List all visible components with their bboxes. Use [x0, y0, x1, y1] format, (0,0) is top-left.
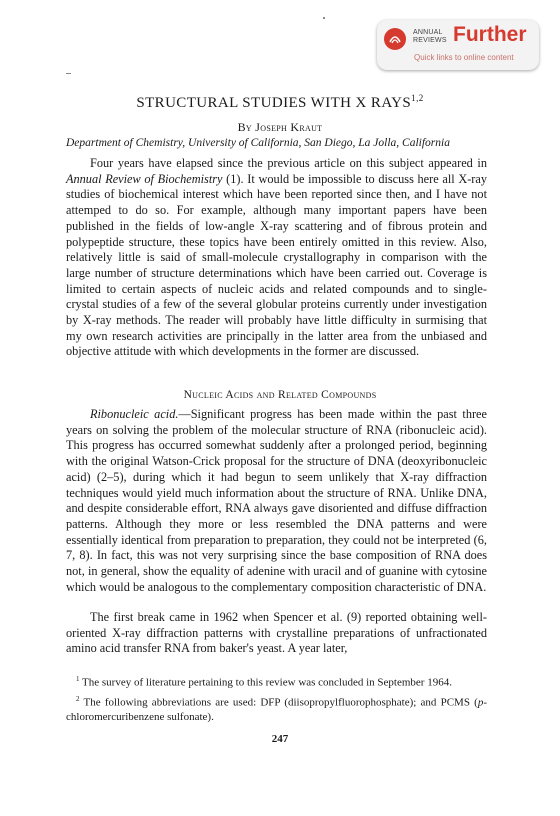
intro-text-part2: (1). It would be impossible to discuss here all X-ray studies of biochemical interest which have been reported since then, and I have not attemped to do so. For example, although many important papers have been published in the fields of low-angle X-ray scattering and of fibrous protein and polypeptide structure, these topics have been entirely omitted in this review. Also, relatively little is said of small-molecule crystallography in comparison with the large number of structure determinations which have been carried out. Coverage is limited to certain aspects of nucleic acids and related compounds and to single-crystal studies of a few of the several globular proteins currently under investigation by X-ray methods. The reader will probably have little difficulty in surmising that my own research activities are principally in the latter area from the unbiased and objective attitude with which developments in the former are discussed.	[66, 171, 487, 359]
intro-paragraph	[66, 156, 487, 360]
footnote-2	[66, 692, 487, 725]
footnote-1	[66, 672, 487, 690]
badge-annual-text: ANNUAL	[413, 29, 443, 36]
first-break-text: The first break came in 1962 when Spencer et al. (9) reported obtaining well-oriented X-ray diffraction patterns with crystalline preparations of unfractionated amino acid transfer RNA from baker's yeast. A year later,	[66, 610, 487, 656]
footnote-1-mark: 1	[76, 675, 80, 683]
affiliation: Department of Chemistry, University of California, San Diego, La Jolla, California	[66, 137, 450, 149]
footnote-2-italic: p	[477, 696, 484, 709]
footnotes	[66, 672, 487, 727]
rna-paragraph-text: —Significant progress has been made within the past three years on solving the problem of the molecular structure of RNA (ribonucleic acid). This progress has occurred somewhat suddenly after a prolonged period, beginning with the original Watson-Crick proposal for the structure of DNA (deoxyribonucleic acid) (2–5), during which it had begun to seem unlikely that X-ray diffraction techniques would yield much information about the structure of RNA. Unlike DNA, and despite considerable effort, RNA always gave disoriented and diffuse diffraction patterns. Although they more or less resembled the DNA patterns and were essentially identical from preparation to preparation, they could not be interpreted (6, 7, 8). In fact, this was not very surprising since the base composition of RNA does not, in general, show the equality of adenine with uracil and of guanine with cytosine which would be analogous to the complementary composition characteristic of DNA.	[66, 407, 487, 594]
annual-reviews-wordmark	[413, 29, 447, 45]
journal-name: Annual Review of Biochemistry	[66, 171, 223, 186]
footnote-2-text-a: The following abbreviations are used: DFP (diisopropylfluorophosphate); and PCMS (	[79, 696, 478, 709]
section-heading: Nucleic Acids and Related Compounds	[183, 389, 377, 401]
page-number: 247	[271, 733, 289, 745]
further-subtitle[interactable]: Quick links to online content	[414, 53, 514, 62]
stray-mark	[323, 17, 325, 19]
annual-reviews-logo-icon	[384, 28, 406, 50]
subsection-lead: Ribonucleic acid.	[90, 407, 179, 421]
author-line: By Joseph Kraut	[237, 120, 323, 134]
first-break-paragraph	[66, 610, 487, 657]
badge-reviews-text: REVIEWS	[413, 37, 447, 44]
footnote-2-mark: 2	[76, 695, 80, 704]
footnote-1-text: The survey of literature pertaining to this review was concluded in September 1964.	[79, 676, 452, 689]
rna-paragraph	[66, 407, 487, 595]
intro-text-part1: Four years have elapsed since the previous article on this subject appeared in	[90, 156, 487, 170]
title-footnote-refs: 1,2	[411, 93, 424, 103]
article-title	[0, 93, 560, 112]
article-title-text: STRUCTURAL STUDIES WITH X RAYS	[136, 95, 412, 111]
stray-mark	[66, 73, 71, 74]
annual-reviews-further-badge[interactable]	[377, 20, 539, 70]
further-label: Further	[453, 23, 527, 46]
footnote-2-text-b: -chloromercuribenzene sulfonate).	[66, 696, 487, 724]
